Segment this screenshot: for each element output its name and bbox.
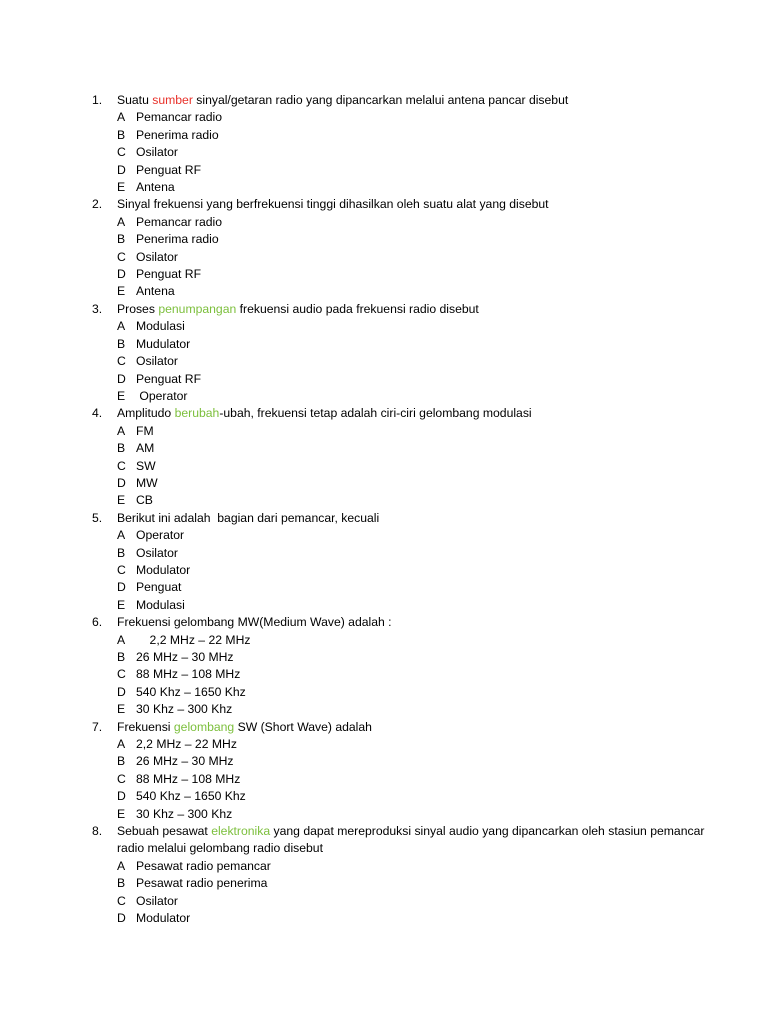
option: C Osilator bbox=[117, 249, 178, 264]
option: A Pesawat radio pemancar bbox=[117, 858, 271, 873]
question-text: Frekuensi gelombang MW(Medium Wave) adalah : bbox=[117, 615, 392, 630]
question-6 bbox=[92, 614, 712, 718]
question-text: Sinyal frekuensi yang berfrekuensi tinggi dihasilkan oleh suatu alat yang disebut bbox=[117, 197, 549, 212]
question-number: 7. bbox=[92, 719, 103, 734]
option: D 540 Khz – 1650 Khz bbox=[117, 789, 246, 804]
option: D 540 Khz – 1650 Khz bbox=[117, 684, 246, 699]
option: E Operator bbox=[117, 388, 188, 403]
option: C Osilator bbox=[117, 893, 178, 908]
question-list bbox=[92, 92, 712, 928]
option: E Antena bbox=[117, 180, 175, 195]
question-5 bbox=[92, 510, 712, 614]
option: E Modulasi bbox=[117, 597, 185, 612]
question-number: 4. bbox=[92, 406, 103, 421]
option: E Antena bbox=[117, 284, 175, 299]
highlight-word: penumpangan bbox=[158, 301, 237, 316]
question-4 bbox=[92, 405, 712, 509]
option: B Osilator bbox=[117, 545, 178, 560]
option: D MW bbox=[117, 475, 158, 490]
option: E 30 Khz – 300 Khz bbox=[117, 702, 233, 717]
option: D Penguat RF bbox=[117, 267, 202, 282]
option: A Pemancar radio bbox=[117, 110, 223, 125]
option: C 88 MHz – 108 MHz bbox=[117, 771, 241, 786]
question-3 bbox=[92, 301, 712, 405]
option: B AM bbox=[117, 441, 155, 456]
question-number: 8. bbox=[92, 824, 103, 839]
option: A Modulasi bbox=[117, 319, 185, 334]
question-number: 6. bbox=[92, 615, 103, 630]
question-2 bbox=[92, 196, 712, 300]
option: A FM bbox=[117, 423, 154, 438]
option: B 26 MHz – 30 MHz bbox=[117, 650, 234, 664]
question-number: 5. bbox=[92, 510, 103, 525]
option: B Mudulator bbox=[117, 336, 191, 351]
option: B Pesawat radio penerima bbox=[117, 876, 268, 891]
option: B Penerima radio bbox=[117, 232, 219, 247]
question-1 bbox=[92, 92, 712, 196]
option: D Penguat RF bbox=[117, 371, 202, 386]
option: D Penguat bbox=[117, 580, 182, 595]
question-text: Suatu sumber sinyal/getaran radio yang dipancarkan melalui antena pancar disebut bbox=[117, 93, 569, 107]
question-text: Sebuah pesawat elektronika yang dapat mereproduksi sinyal audio yang dipancarkan oleh stasiun pemancar radio melalui gelombang radio disebut bbox=[117, 824, 705, 856]
option: A Pemancar radio bbox=[117, 214, 223, 229]
option: C Modulator bbox=[117, 562, 191, 577]
highlight-word: berubah bbox=[174, 406, 220, 421]
option: B Penerima radio bbox=[117, 127, 219, 142]
question-8 bbox=[92, 823, 712, 927]
highlight-word: gelombang bbox=[173, 719, 235, 734]
highlight-word: elektronika bbox=[211, 824, 271, 839]
option: E CB bbox=[117, 493, 153, 508]
highlight-word: sumber bbox=[152, 93, 193, 107]
question-text: Berikut ini adalah bagian dari pemancar, kecuali bbox=[117, 510, 380, 525]
option: A Operator bbox=[117, 528, 185, 543]
question-number: 2. bbox=[92, 197, 103, 212]
option: C 88 MHz – 108 MHz bbox=[117, 667, 241, 682]
option: E 30 Khz – 300 Khz bbox=[117, 806, 233, 821]
question-number: 3. bbox=[92, 301, 103, 316]
option: C Osilator bbox=[117, 145, 178, 160]
option: D Penguat RF bbox=[117, 162, 202, 177]
question-text: Frekuensi gelombang SW (Short Wave) adalah bbox=[117, 719, 372, 734]
question-text: Proses penumpangan frekuensi audio pada frekuensi radio disebut bbox=[117, 301, 479, 316]
option: A 2,2 MHz – 22 MHz bbox=[117, 632, 251, 647]
option: C Osilator bbox=[117, 354, 178, 369]
question-number: 1. bbox=[92, 93, 103, 107]
question-7 bbox=[92, 719, 712, 823]
option: C SW bbox=[117, 458, 156, 473]
option: D Modulator bbox=[117, 911, 191, 926]
question-text: Amplitudo berubah-ubah, frekuensi tetap adalah ciri-ciri gelombang modulasi bbox=[117, 406, 532, 421]
option: B 26 MHz – 30 MHz bbox=[117, 754, 234, 769]
option: A 2,2 MHz – 22 MHz bbox=[117, 737, 237, 752]
